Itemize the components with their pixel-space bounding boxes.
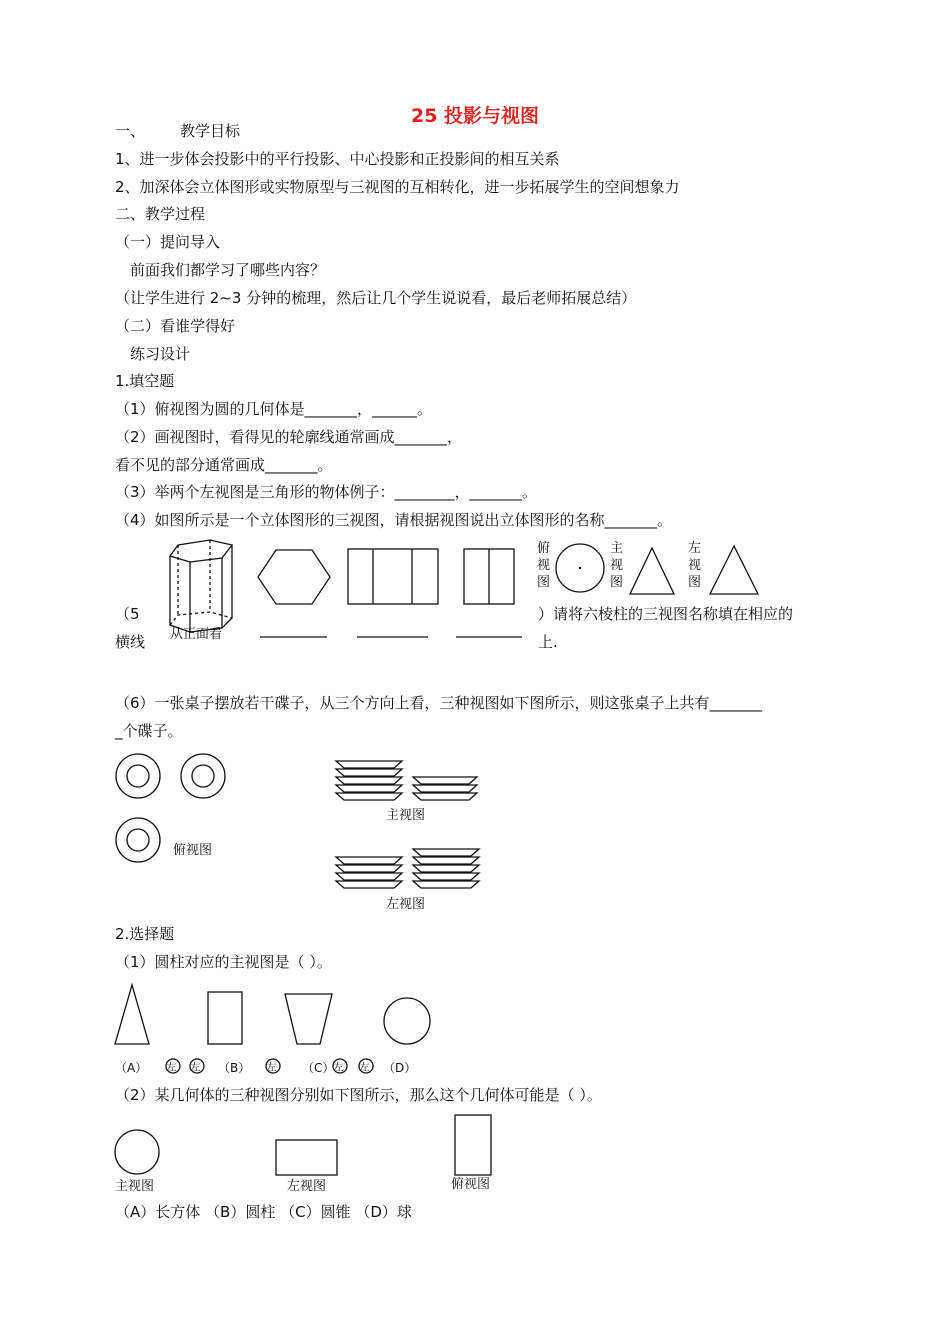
q4-three-views [537, 541, 758, 594]
dish-plate [336, 873, 402, 880]
view-top-char-2: 视 [537, 558, 551, 573]
rectangle-three-part-view [348, 549, 438, 604]
option-b-rectangle [208, 992, 242, 1044]
circled-marks [166, 1059, 373, 1074]
fill-q5b: ）请将六棱柱的三视图名称填在相应的 [538, 605, 794, 623]
svg-text:左: 左 [359, 1062, 370, 1074]
dishes-front-caption: 主视图 [386, 808, 426, 823]
view-top-char-3: 图 [537, 575, 551, 590]
fill-q3: （3）举两个左视图是三角形的物体例子：________，_______。 [115, 483, 538, 501]
dish-plate [336, 793, 402, 800]
option-b-label: （B） [218, 1061, 251, 1075]
fill-q2b: 看不见的部分通常画成_______。 [115, 456, 333, 474]
view-left-char-2: 视 [688, 558, 702, 573]
choice-q2-options: （A）长方体 （B）圆柱 （C）圆锥 （D）球 [115, 1203, 412, 1221]
section1-title: 教学目标 [180, 122, 241, 140]
dish-plate [336, 761, 402, 768]
view-left-char-1: 左 [688, 541, 702, 556]
choice-heading: 2.选择题 [115, 925, 175, 943]
view-left-char-3: 图 [688, 575, 702, 590]
dish-plate [413, 849, 479, 856]
part2-subtitle: 练习设计 [130, 345, 191, 363]
choice-q1: （1）圆柱对应的主视图是（ ）。 [115, 953, 332, 971]
q2-top-rectangle [455, 1115, 491, 1175]
dishes-top-view [116, 754, 225, 862]
goal-2: 2、加深体会立体图形或实物原型与三视图的互相转化，进一步拓展学生的空间想象力 [115, 178, 680, 196]
fill-q1: （1）俯视图为圆的几何体是_______，______。 [115, 400, 433, 418]
fill-q5c: 横线 [115, 633, 146, 651]
dishes-front-view [336, 761, 477, 800]
option-a-triangle [115, 985, 149, 1044]
q2-front-caption: 主视图 [115, 1179, 155, 1194]
q2-left-caption: 左视图 [287, 1179, 327, 1194]
svg-text:左: 左 [266, 1062, 277, 1074]
dish-plate [413, 777, 477, 784]
hexagon-view [258, 550, 330, 604]
dish-plate [336, 865, 402, 872]
dish-plate [413, 881, 479, 888]
circle-center-dot [579, 567, 581, 569]
fill-q5d: 上. [538, 633, 558, 651]
dish-plate [413, 785, 477, 792]
view-front-char-1: 主 [610, 541, 624, 556]
fill-q5a: （5 [115, 605, 140, 623]
dish-plate [336, 857, 402, 864]
fill-q6a: （6）一张桌子摆放若干碟子，从三个方向上看，三种视图如下图所示，则这张桌子上共有_______ [115, 694, 763, 712]
triangle-front-view [630, 548, 674, 594]
option-c-label: （C） [302, 1061, 335, 1075]
rectangle-two-part-view [464, 549, 514, 604]
view-front-char-3: 图 [610, 575, 624, 590]
q2-top-caption: 俯视图 [451, 1177, 491, 1192]
dishes-left-view [336, 849, 479, 888]
fill-heading: 1.填空题 [115, 372, 175, 390]
svg-text:左: 左 [190, 1062, 201, 1074]
front-view-caption: 从正面看 [170, 627, 223, 642]
fill-q4: （4）如图所示是一个立体图形的三视图，请根据视图说出立体图形的名称_______。 [115, 511, 673, 529]
view-front-char-2: 视 [610, 558, 624, 573]
q2-front-circle [115, 1130, 159, 1174]
fill-q6b: _个碟子。 [115, 722, 183, 740]
view-top-char-1: 俯 [537, 541, 551, 556]
part1-note: （让学生进行 2~3 分钟的梳理，然后让几个学生说说看，最后老师拓展总结） [115, 289, 637, 307]
svg-text:左: 左 [166, 1062, 177, 1074]
option-d-circle [384, 998, 430, 1044]
svg-text:左: 左 [333, 1062, 344, 1074]
q2-left-rectangle [276, 1140, 337, 1175]
choice-q2: （2）某几何体的三种视图分别如下图所示，那么这个几何体可能是（ ）。 [115, 1086, 602, 1104]
page-title: 25 投影与视图 [410, 105, 540, 127]
option-d-label: （D） [383, 1061, 417, 1075]
dishes-top-caption: 俯视图 [173, 843, 213, 858]
part1-title: （一）提问导入 [115, 233, 221, 251]
part2-title: （二）看谁学得好 [115, 317, 236, 335]
dish-plate [413, 873, 479, 880]
option-a-label: （A） [115, 1061, 148, 1075]
dish-plate [336, 777, 402, 784]
triangle-left-view [710, 546, 758, 594]
fill-q2a: （2）画视图时，看得见的轮廓线通常画成_______， [115, 428, 463, 446]
dish-plate [336, 881, 402, 888]
section1-number: 一、 [115, 122, 146, 140]
dish-plate [336, 785, 402, 792]
dish-plate [413, 865, 479, 872]
dish-plate [413, 793, 477, 800]
dish-plate [413, 857, 479, 864]
option-c-trapezoid [285, 994, 332, 1044]
goal-1: 1、进一步体会投影中的平行投影、中心投影和正投影间的相互关系 [115, 150, 560, 168]
part1-question: 前面我们都学习了哪些内容？ [130, 261, 326, 279]
hexagonal-prism-figure [170, 540, 232, 642]
section2-title: 二、教学过程 [115, 205, 206, 223]
dishes-left-caption: 左视图 [386, 897, 426, 912]
dish-plate [336, 769, 402, 776]
